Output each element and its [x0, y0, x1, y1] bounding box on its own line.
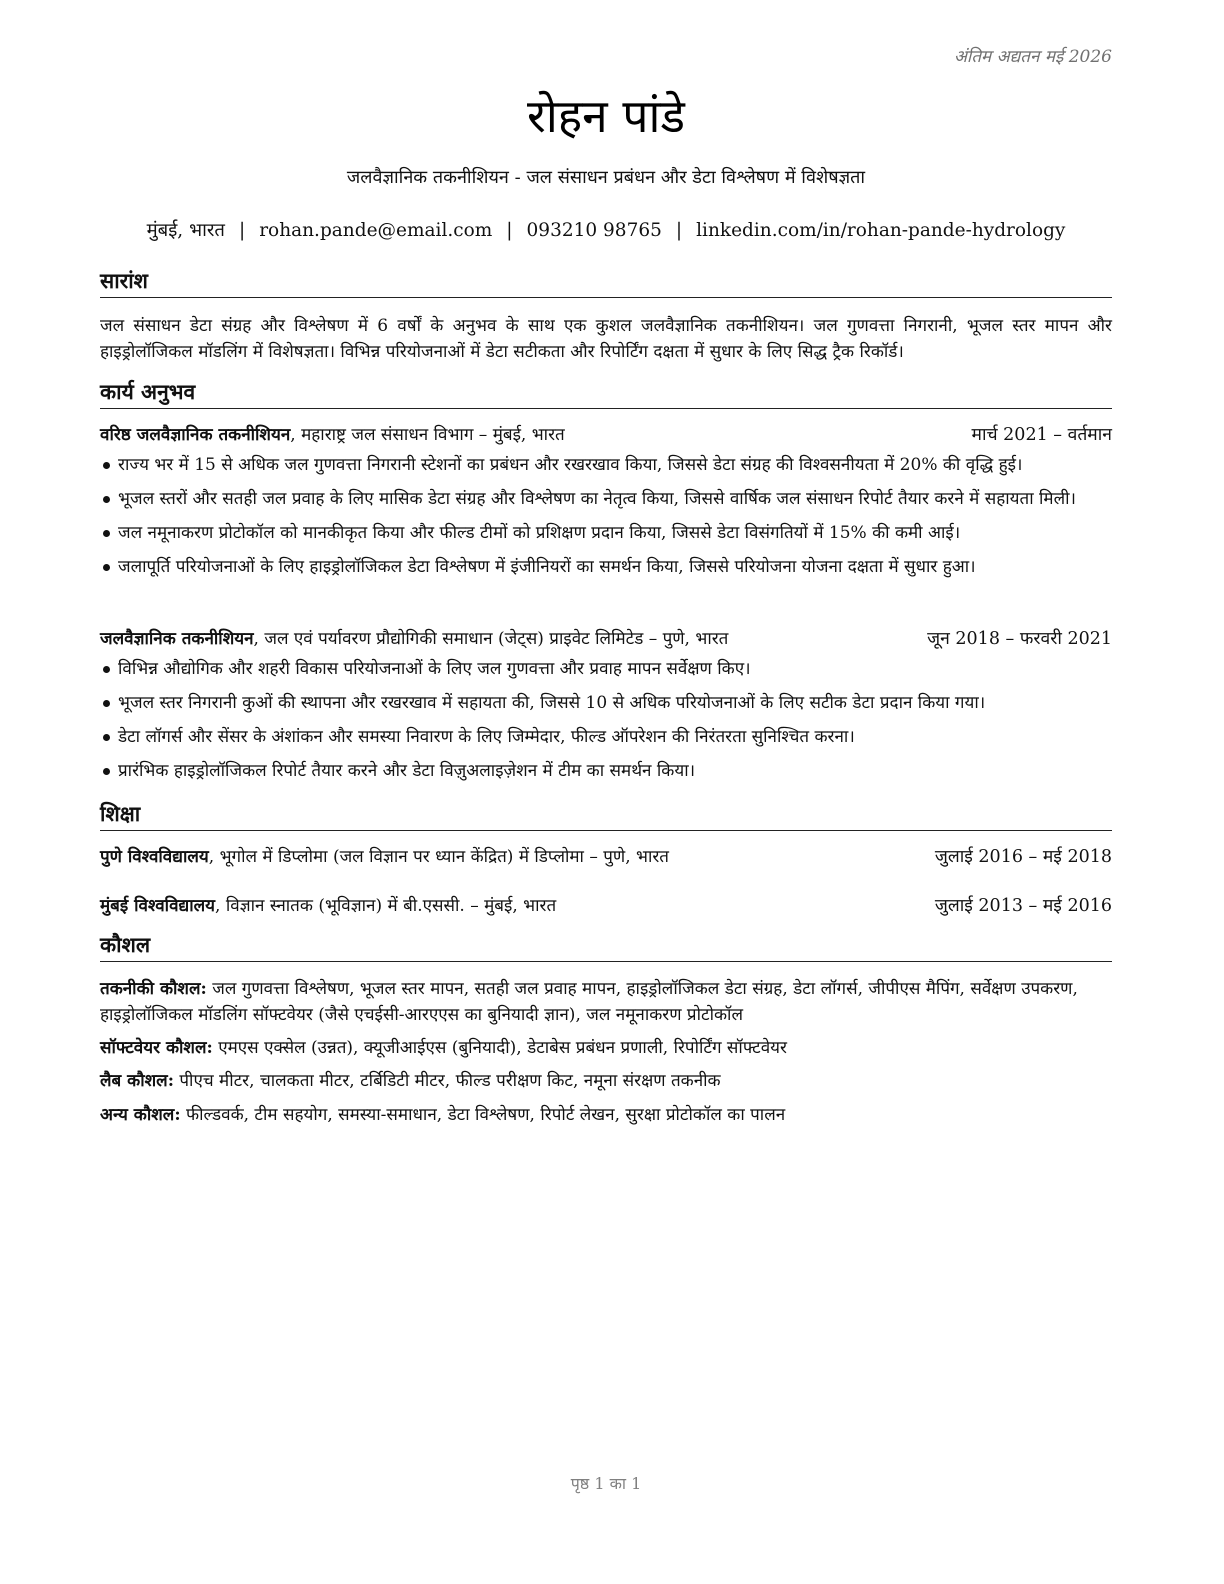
education-entry: [100, 893, 1112, 919]
skill-text: एमएस एक्सेल (उन्नत), क्यूजीआईएस (बुनियादी), डेटाबेस प्रबंधन प्रणाली, रिपोर्टिंग सॉफ्टवेयर: [212, 1038, 787, 1058]
skill-label: सॉफ्टवेयर कौशल:: [100, 1038, 213, 1058]
skill-text: फील्डवर्क, टीम सहयोग, समस्या-समाधान, डेटा विश्लेषण, रिपोर्ट लेखन, सुरक्षा प्रोटोकॉल का पालन: [180, 1105, 786, 1125]
job-header: [100, 422, 1112, 448]
education-dates: जुलाई 2016 – मई 2018: [934, 847, 1112, 867]
skill-line: [100, 976, 1112, 1028]
job-bullet: जल नमूनाकरण प्रोटोकॉल को मानकीकृत किया और फील्ड टीमों को प्रशिक्षण प्रदान किया, जिससे डेटा विसंगतियों में 15% की कमी आई।: [100, 520, 1112, 546]
job-bullet: जलापूर्ति परियोजनाओं के लिए हाइड्रोलॉजिकल डेटा विश्लेषण में इंजीनियरों का समर्थन किया, जिससे परियोजना योजना दक्षता में सुधार हुआ।: [100, 554, 1112, 580]
section-title-education: शिक्षा: [100, 799, 1112, 831]
skill-line: [100, 1102, 1112, 1128]
contact-location: मुंबई, भारत: [146, 220, 225, 241]
contact-line: [100, 216, 1112, 246]
education-detail: , विज्ञान स्नातक (भूविज्ञान) में बी.एससी. – मुंबई, भारत: [215, 896, 557, 916]
section-title-experience: कार्य अनुभव: [100, 377, 1112, 409]
education-detail: , भूगोल में डिप्लोमा (जल विज्ञान पर ध्यान केंद्रित) में डिप्लोमा – पुणे, भारत: [208, 847, 669, 867]
job-bullet: प्रारंभिक हाइड्रोलॉजिकल रिपोर्ट तैयार करने और डेटा विज़ुअलाइज़ेशन में टीम का समर्थन किया।: [100, 758, 1112, 784]
skill-label: तकनीकी कौशल:: [100, 979, 207, 999]
contact-separator: |: [675, 220, 683, 241]
contact-linkedin[interactable]: linkedin.com/in/rohan-pande-hydrology: [696, 220, 1066, 241]
contact-separator: |: [506, 220, 513, 241]
job-bullets: [100, 656, 1112, 792]
contact-email[interactable]: rohan.pande@email.com: [259, 220, 493, 241]
education-entry: [100, 844, 1112, 870]
skill-text: जल गुणवत्ता विश्लेषण, भूजल स्तर मापन, सतही जल प्रवाह मापन, हाइड्रोलॉजिकल डेटा संग्रह, डेटा लॉगर्स, जीपीएस मैपिंग, सर्वेक्षण उपकरण, हाइड्रोलॉजिकल मॉडलिंग सॉफ्टवेयर (जैसे एचईसी-आरएएस का बुनियादी ज्ञान), जल नमूनाकरण प्रोटोकॉल: [100, 979, 1078, 1025]
skill-label: अन्य कौशल:: [100, 1105, 181, 1125]
candidate-name: रोहन पांडे: [527, 89, 685, 143]
contact-phone[interactable]: 093210 98765: [526, 220, 662, 241]
job-bullet: राज्य भर में 15 से अधिक जल गुणवत्ता निगरानी स्टेशनों का प्रबंधन और रखरखाव किया, जिससे डेटा संग्रह की विश्वसनीयता में 20% की वृद्धि हुई।: [100, 452, 1112, 478]
skill-line: [100, 1035, 1112, 1061]
page-number: पृष्ठ 1 का 1: [570, 1474, 642, 1493]
summary-text: जल संसाधन डेटा संग्रह और विश्लेषण में 6 वर्षों के अनुभव के साथ एक कुशल जलवैज्ञानिक तकनीशियन। जल गुणवत्ता निगरानी, भूजल स्तर मापन और हाइड्रोलॉजिकल मॉडलिंग में विशेषज्ञता। विभिन्न परियोजनाओं में डेटा सटीकता और रिपोर्टिंग दक्षता में सुधार के लिए सिद्ध ट्रैक रिकॉर्ड।: [100, 316, 1112, 362]
job-bullet: डेटा लॉगर्स और सेंसर के अंशांकन और समस्या निवारण के लिए जिम्मेदार, फील्ड ऑपरेशन की निरंतरता सुनिश्चित करना।: [100, 724, 1112, 750]
education-institution: मुंबई विश्वविद्यालय: [100, 896, 216, 916]
job-dates: जून 2018 – फरवरी 2021: [927, 629, 1112, 649]
candidate-tagline: जलवैज्ञानिक तकनीशियन - जल संसाधन प्रबंधन और डेटा विश्लेषण में विशेषज्ञता: [346, 167, 866, 188]
job-dates: मार्च 2021 – वर्तमान: [971, 425, 1112, 445]
job-bullets: [100, 452, 1112, 588]
section-title-skills: कौशल: [100, 930, 1112, 962]
skill-text: पीएच मीटर, चालकता मीटर, टर्बिडिटी मीटर, फील्ड परीक्षण किट, नमूना संरक्षण तकनीक: [173, 1071, 721, 1091]
job-organization: , जल एवं पर्यावरण प्रौद्योगिकी समाधान (जेट्स) प्राइवेट लिमिटेड – पुणे, भारत: [253, 629, 729, 649]
skill-label: लैब कौशल:: [100, 1071, 174, 1091]
last-updated-note: अंतिम अद्यतन मई 2026: [953, 47, 1112, 67]
job-header: [100, 626, 1112, 652]
resume-page: [100, 0, 1112, 1584]
section-title-summary: सारांश: [100, 266, 1112, 298]
education-dates: जुलाई 2013 – मई 2016: [934, 896, 1112, 916]
job-organization: , महाराष्ट्र जल संसाधन विभाग – मुंबई, भारत: [290, 425, 565, 445]
education-institution: पुणे विश्वविद्यालय: [100, 847, 209, 867]
contact-separator: |: [238, 220, 246, 241]
job-role: वरिष्ठ जलवैज्ञानिक तकनीशियन: [100, 425, 291, 445]
job-bullet: विभिन्न औद्योगिक और शहरी विकास परियोजनाओं के लिए जल गुणवत्ता और प्रवाह मापन सर्वेक्षण किए।: [100, 656, 1112, 682]
skill-line: [100, 1068, 1112, 1094]
job-bullet: भूजल स्तर निगरानी कुओं की स्थापना और रखरखाव में सहायता की, जिससे 10 से अधिक परियोजनाओं के लिए सटीक डेटा प्रदान किया गया।: [100, 690, 1112, 716]
job-role: जलवैज्ञानिक तकनीशियन: [100, 629, 254, 649]
job-bullet: भूजल स्तरों और सतही जल प्रवाह के लिए मासिक डेटा संग्रह और विश्लेषण का नेतृत्व किया, जिससे वार्षिक जल संसाधन रिपोर्ट तैयार करने में सहायता मिली।: [100, 486, 1112, 512]
